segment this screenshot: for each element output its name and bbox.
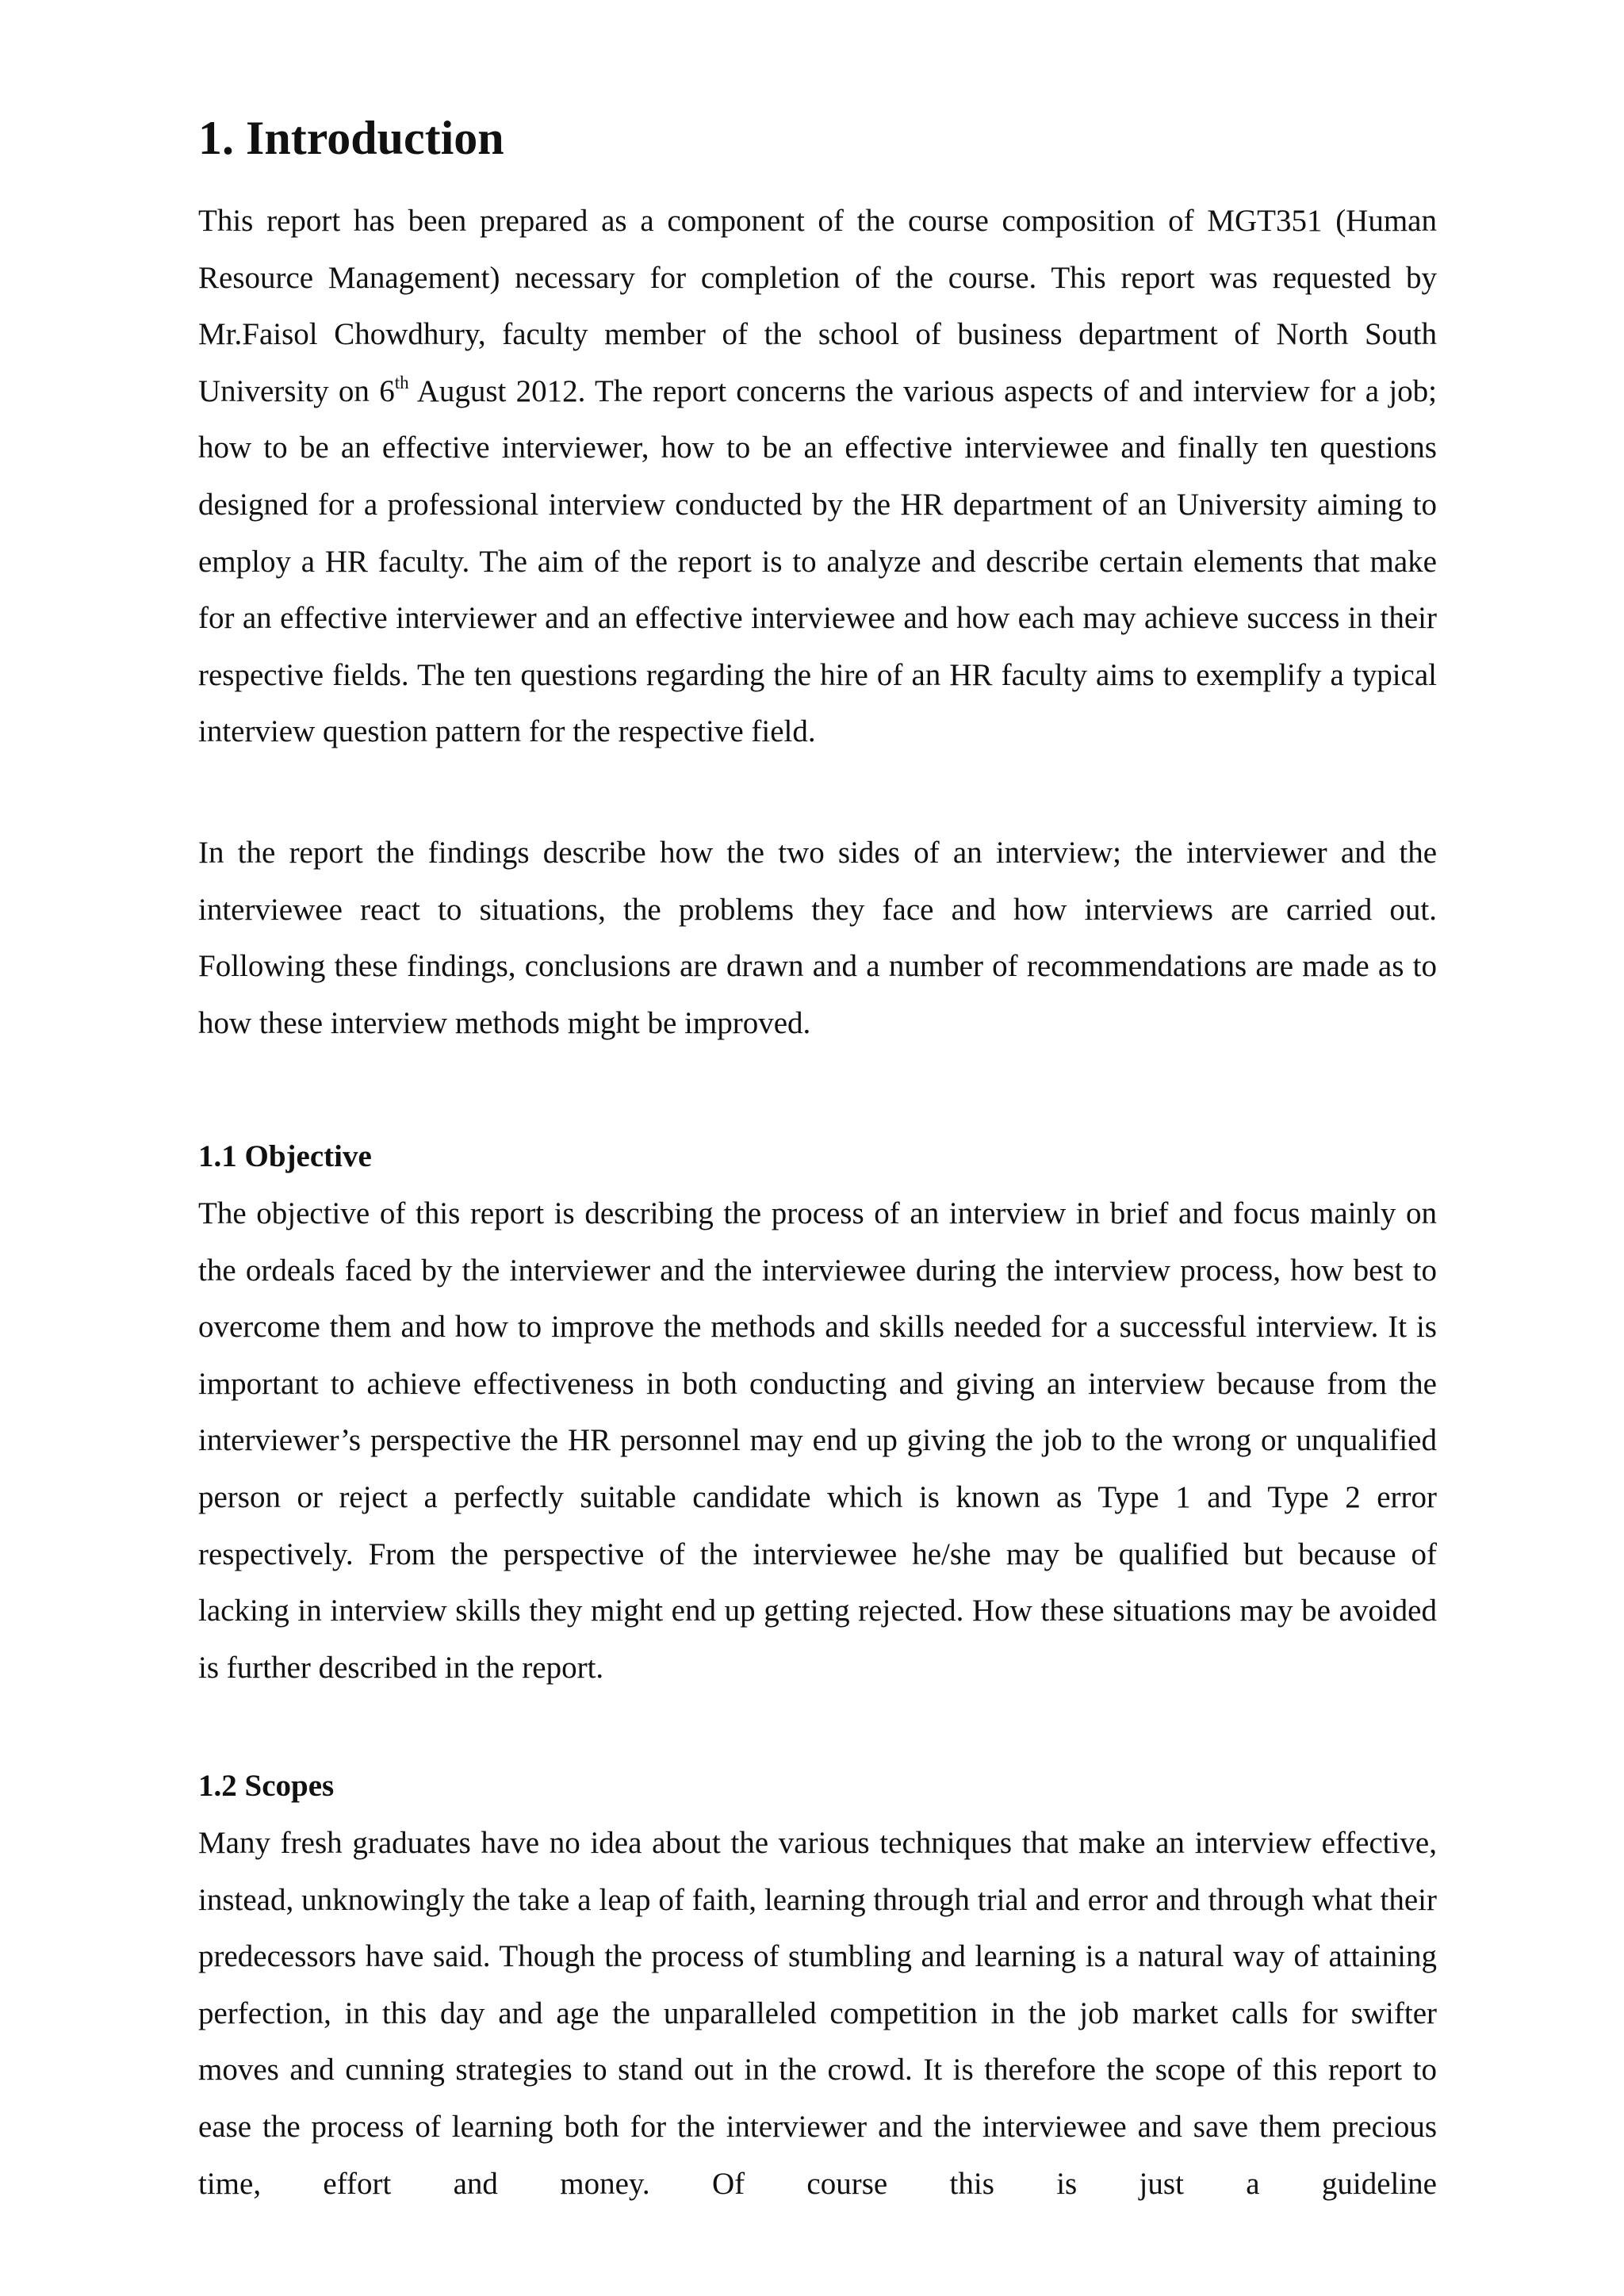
page-title: 1. Introduction [198,112,504,164]
intro-paragraph-1-text: This report has been prepared as a component of the course composition of MGT351 (Human Resource Management) necessary for completion of the course. This report was requested by Mr.Faisol Chowdhury, faculty member of the school of business department of North South University on 6 [198,204,1437,408]
scopes-heading: 1.2 Scopes [198,1769,335,1803]
intro-paragraph-2: In the report the findings describe how the two sides of an interview; the interviewer and the interviewee react to situations, the problems they face and how interviews are carried out. Following these findings, conclusions are drawn and a number of recommendations are made as to how these interview methods might be improved. [198,836,1437,1040]
objective-heading: 1.1 Objective [198,1139,372,1173]
objective-paragraph: The objective of this report is describing the process of an interview in brief and focus mainly on the ordeals faced by the interviewer and the interviewee during the interview process, how best to overcome them and how to improve the methods and skills needed for a successful interview. It is important to achieve effectiveness in both conducting and giving an interview because from the interviewer’s perspective the HR personnel may end up giving the job to the wrong or unqualified person or reject a perfectly suitable candidate which is known as Type 1 and Type 2 error respectively. From the perspective of the interviewee he/she may be qualified but because of lacking in interview skills they might end up getting rejected. How these situations may be avoided is further described in the report. [198,1196,1437,1685]
intro-paragraph-1 [198,193,1437,760]
intro-paragraph-1-text-cont: August 2012. The report concerns the various aspects of and interview for a job; how to be an effective interviewer, how to be an effective interviewee and finally ten questions designed for a professional interview conducted by the HR department of an University aiming to employ a HR faculty. The aim of the report is to analyze and describe certain elements that make for an effective interviewer and an effective interviewee and how each may achieve success in their respective fields. The ten questions regarding the hire of an HR faculty aims to exemplify a typical interview question pattern for the respective field. [198,373,1437,749]
ordinal-suffix: th [394,372,409,392]
scopes-paragraph: Many fresh graduates have no idea about the various techniques that make an interview effective, instead, unknowingly the take a leap of faith, learning through trial and error and through what their predecessors have said. Though the process of stumbling and learning is a natural way of attaining perfection, in this day and age the unparalleled competition in the job market calls for swifter moves and cunning strategies to stand out in the crowd. It is therefore the scope of this report to ease the process of learning both for the interviewer and the interviewee and save them precious time, effort and money. Of course this is just a guideline [198,1826,1437,2201]
